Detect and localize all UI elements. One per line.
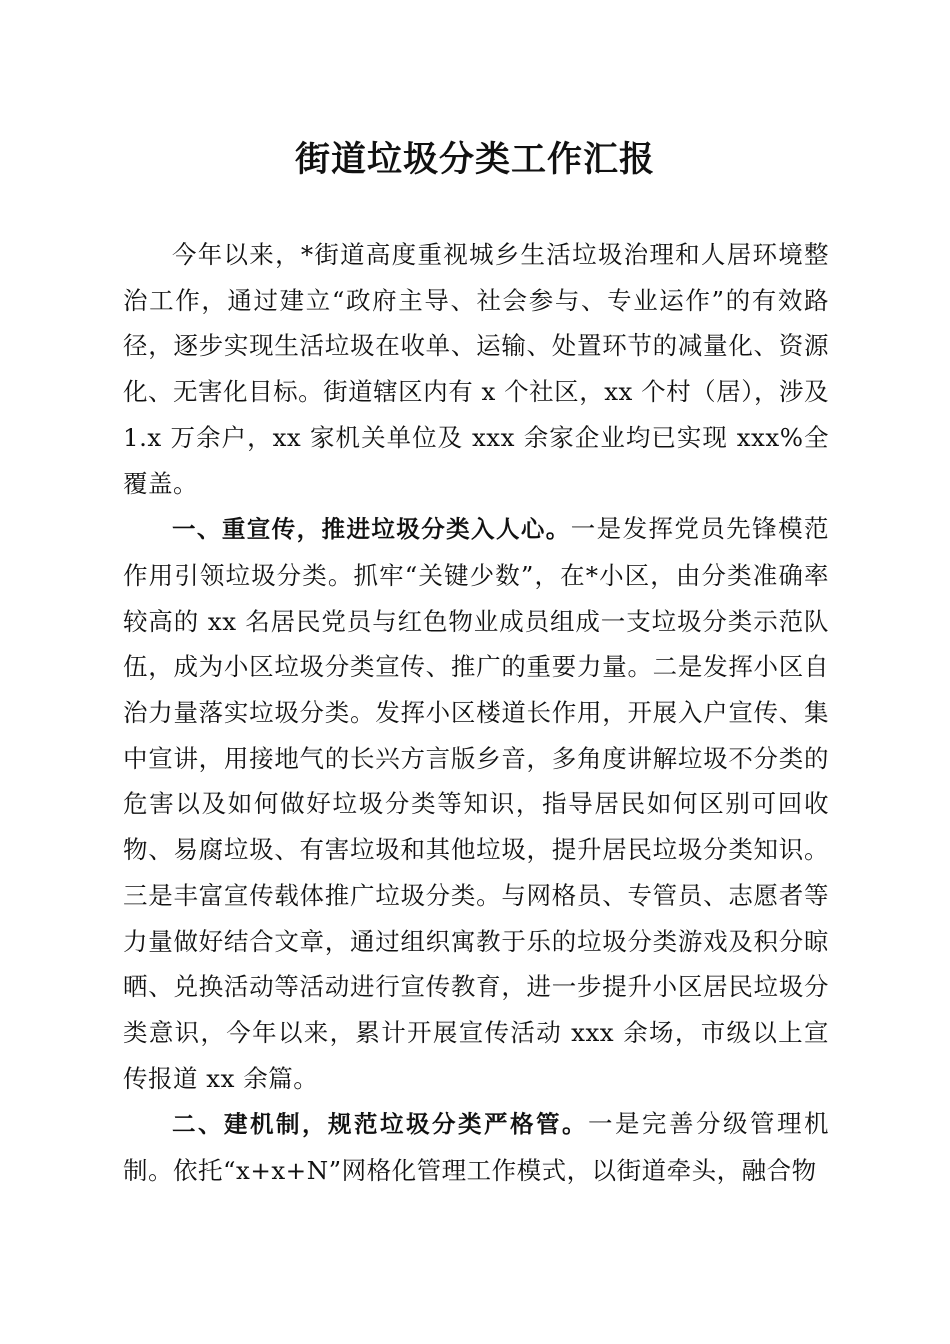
section-two-heading: 二、建机制，规范垃圾分类严格管。 bbox=[172, 1110, 588, 1139]
section-two-text: 一是完善分级管理机制。依托“x+x+N”网格化管理工作模式，以街道牵头，融合物 bbox=[123, 1109, 829, 1186]
intro-paragraph-text: 今年以来，*街道高度重视城乡生活垃圾治理和人居环境整治工作，通过建立“政府主导、社会参与、专业运作”的有效路径，逐步实现生活垃圾在收单、运输、处置环节的减量化、资源化、无害化目标。街道辖区内有 x 个社区，xx 个村（居），涉及 1.x 万余户，xx 家机关单位及 xxx 余家企业均已实现 xxx%全覆盖。 bbox=[123, 240, 829, 498]
intro-paragraph bbox=[123, 232, 829, 506]
section-one-text: 一是发挥党员先锋模范作用引领垃圾分类。抓牢“关键少数”，在*小区，由分类准确率较高的 xx 名居民党员与红色物业成员组成一支垃圾分类示范队伍，成为小区垃圾分类宣传、推广的重要力量。二是发挥小区自治力量落实垃圾分类。发挥小区楼道长作用，开展入户宣传、集中宣讲，用接地气的长兴方言版乡音，多角度讲解垃圾不分类的危害以及如何做好垃圾分类等知识，指导居民如何区别可回收物、易腐垃圾、有害垃圾和其他垃圾，提升居民垃圾分类知识。三是丰富宣传载体推广垃圾分类。与网格员、专管员、志愿者等力量做好结合文章，通过组织寓教于乐的垃圾分类游戏及积分晾晒、兑换活动等活动进行宣传教育，进一步提升小区居民垃圾分类意识，今年以来，累计开展宣传活动 xxx 余场，市级以上宣传报道 xx 余篇。 bbox=[123, 514, 830, 1093]
section-one-paragraph bbox=[123, 506, 829, 1101]
document-title: 街道垃圾分类工作汇报 bbox=[294, 139, 655, 180]
section-two-paragraph bbox=[123, 1101, 829, 1193]
section-one-heading: 一、重宣传，推进垃圾分类入人心。 bbox=[172, 515, 571, 544]
document-body bbox=[123, 232, 829, 1194]
